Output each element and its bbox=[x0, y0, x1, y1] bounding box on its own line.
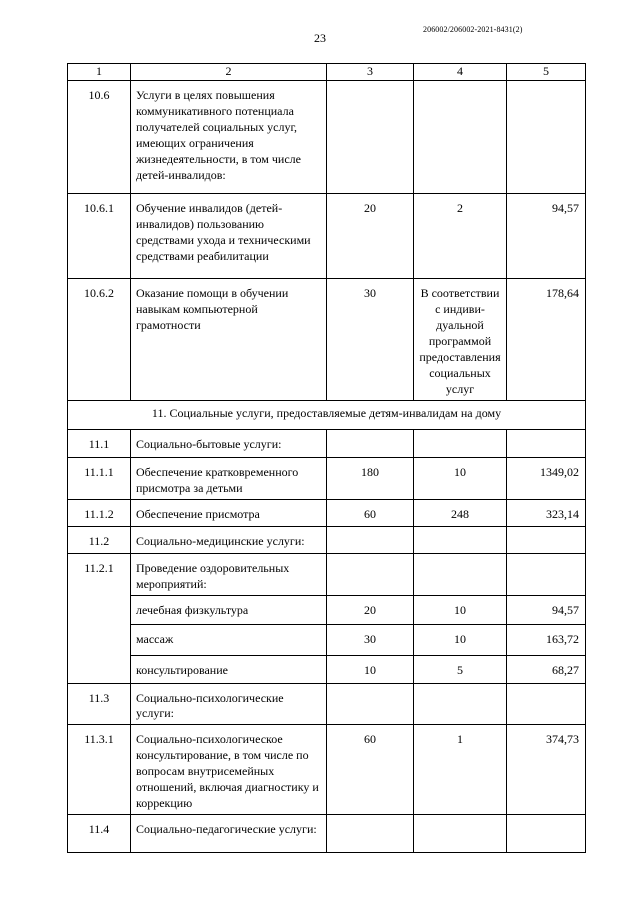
table-row bbox=[68, 683, 586, 725]
cell-col4 bbox=[414, 80, 507, 193]
cell-col3: 180 bbox=[327, 457, 414, 499]
cell-col3 bbox=[327, 526, 414, 553]
table-row bbox=[68, 193, 586, 278]
table-row bbox=[68, 526, 586, 553]
column-header: 1 bbox=[68, 64, 131, 81]
cell-col3 bbox=[327, 80, 414, 193]
row-number: 11.4 bbox=[68, 815, 131, 853]
cell-col5 bbox=[507, 526, 586, 553]
row-number: 11.1.2 bbox=[68, 499, 131, 526]
column-header: 3 bbox=[327, 64, 414, 81]
cell-col4 bbox=[414, 553, 507, 595]
cell-col5: 68,27 bbox=[507, 655, 586, 683]
document-id: 206002/206002-2021-8431(2) bbox=[423, 25, 523, 34]
cell-col3: 30 bbox=[327, 624, 414, 655]
section-row bbox=[68, 400, 586, 429]
cell-col4 bbox=[414, 815, 507, 853]
table-row bbox=[68, 499, 586, 526]
cell-col3: 60 bbox=[327, 499, 414, 526]
table-row bbox=[68, 815, 586, 853]
service-description: Социально-педагогические услуги: bbox=[131, 815, 327, 853]
row-number: 11.2.1 bbox=[68, 553, 131, 683]
section-title: 11. Социальные услуги, предоставляемые детям-инвалидам на дому bbox=[68, 400, 586, 429]
row-number: 11.2 bbox=[68, 526, 131, 553]
service-description: Обучение инвалидов (детей-инвалидов) пользованию средствами ухода и техническими средствами реабилитации bbox=[131, 193, 327, 278]
cell-col4: 2 bbox=[414, 193, 507, 278]
row-number: 11.3.1 bbox=[68, 725, 131, 815]
column-header: 4 bbox=[414, 64, 507, 81]
service-description: Оказание помощи в обучении навыкам компьютерной грамотности bbox=[131, 278, 327, 400]
row-number: 10.6.1 bbox=[68, 193, 131, 278]
cell-col4: 1 bbox=[414, 725, 507, 815]
column-header: 2 bbox=[131, 64, 327, 81]
table-row bbox=[68, 624, 586, 655]
service-description: Обеспечение кратковременного присмотра за детьми bbox=[131, 457, 327, 499]
cell-col3: 20 bbox=[327, 193, 414, 278]
column-header: 5 bbox=[507, 64, 586, 81]
cell-col3 bbox=[327, 553, 414, 595]
service-description: Социально-медицинские услуги: bbox=[131, 526, 327, 553]
service-subitem: массаж bbox=[131, 624, 327, 655]
cell-col4: 10 bbox=[414, 624, 507, 655]
cell-col5: 1349,02 bbox=[507, 457, 586, 499]
cell-col5 bbox=[507, 429, 586, 457]
table-row bbox=[68, 655, 586, 683]
service-description: Услуги в целях повышения коммуникативного потенциала получателей социальных услуг, имеющих ограничения жизнедеятельности, в том числе детей-инвалидов: bbox=[131, 80, 327, 193]
row-number: 10.6.2 bbox=[68, 278, 131, 400]
service-subitem: лечебная физкультура bbox=[131, 595, 327, 624]
table-row bbox=[68, 278, 586, 400]
table-row bbox=[68, 725, 586, 815]
service-description: Социально-бытовые услуги: bbox=[131, 429, 327, 457]
cell-col5: 163,72 bbox=[507, 624, 586, 655]
cell-col3: 20 bbox=[327, 595, 414, 624]
cell-col5: 94,57 bbox=[507, 595, 586, 624]
cell-col3: 10 bbox=[327, 655, 414, 683]
cell-col5: 323,14 bbox=[507, 499, 586, 526]
cell-col5 bbox=[507, 553, 586, 595]
cell-col4: 5 bbox=[414, 655, 507, 683]
cell-col5: 178,64 bbox=[507, 278, 586, 400]
cell-col5: 374,73 bbox=[507, 725, 586, 815]
cell-col4: 248 bbox=[414, 499, 507, 526]
table-row bbox=[68, 553, 586, 595]
cell-col4: 10 bbox=[414, 595, 507, 624]
cell-col4: В соответствии с индиви-дуальной программой предоставления социальных услуг bbox=[414, 278, 507, 400]
cell-col5 bbox=[507, 683, 586, 725]
table-header-row bbox=[68, 64, 586, 81]
row-number: 11.3 bbox=[68, 683, 131, 725]
cell-col5: 94,57 bbox=[507, 193, 586, 278]
cell-col3 bbox=[327, 683, 414, 725]
row-number: 10.6 bbox=[68, 80, 131, 193]
cell-col4 bbox=[414, 526, 507, 553]
table-row bbox=[68, 429, 586, 457]
cell-col3: 30 bbox=[327, 278, 414, 400]
page-number: 23 bbox=[314, 31, 326, 45]
service-description: Обеспечение присмотра bbox=[131, 499, 327, 526]
cell-col4 bbox=[414, 683, 507, 725]
row-number: 11.1 bbox=[68, 429, 131, 457]
cell-col5 bbox=[507, 80, 586, 193]
service-description: Социально-психологическое консультирование, в том числе по вопросам внутрисемейных отношений, включая диагностику и коррекцию bbox=[131, 725, 327, 815]
cell-col4: 10 bbox=[414, 457, 507, 499]
service-subitem: консультирование bbox=[131, 655, 327, 683]
service-description: Социально-психологические услуги: bbox=[131, 683, 327, 725]
row-number: 11.1.1 bbox=[68, 457, 131, 499]
table-row bbox=[68, 80, 586, 193]
cell-col3 bbox=[327, 429, 414, 457]
cell-col5 bbox=[507, 815, 586, 853]
service-description: Проведение оздоровительных мероприятий: bbox=[131, 553, 327, 595]
cell-col3: 60 bbox=[327, 725, 414, 815]
cell-col4 bbox=[414, 429, 507, 457]
cell-col3 bbox=[327, 815, 414, 853]
table-row bbox=[68, 457, 586, 499]
services-table bbox=[67, 63, 586, 853]
table-row bbox=[68, 595, 586, 624]
